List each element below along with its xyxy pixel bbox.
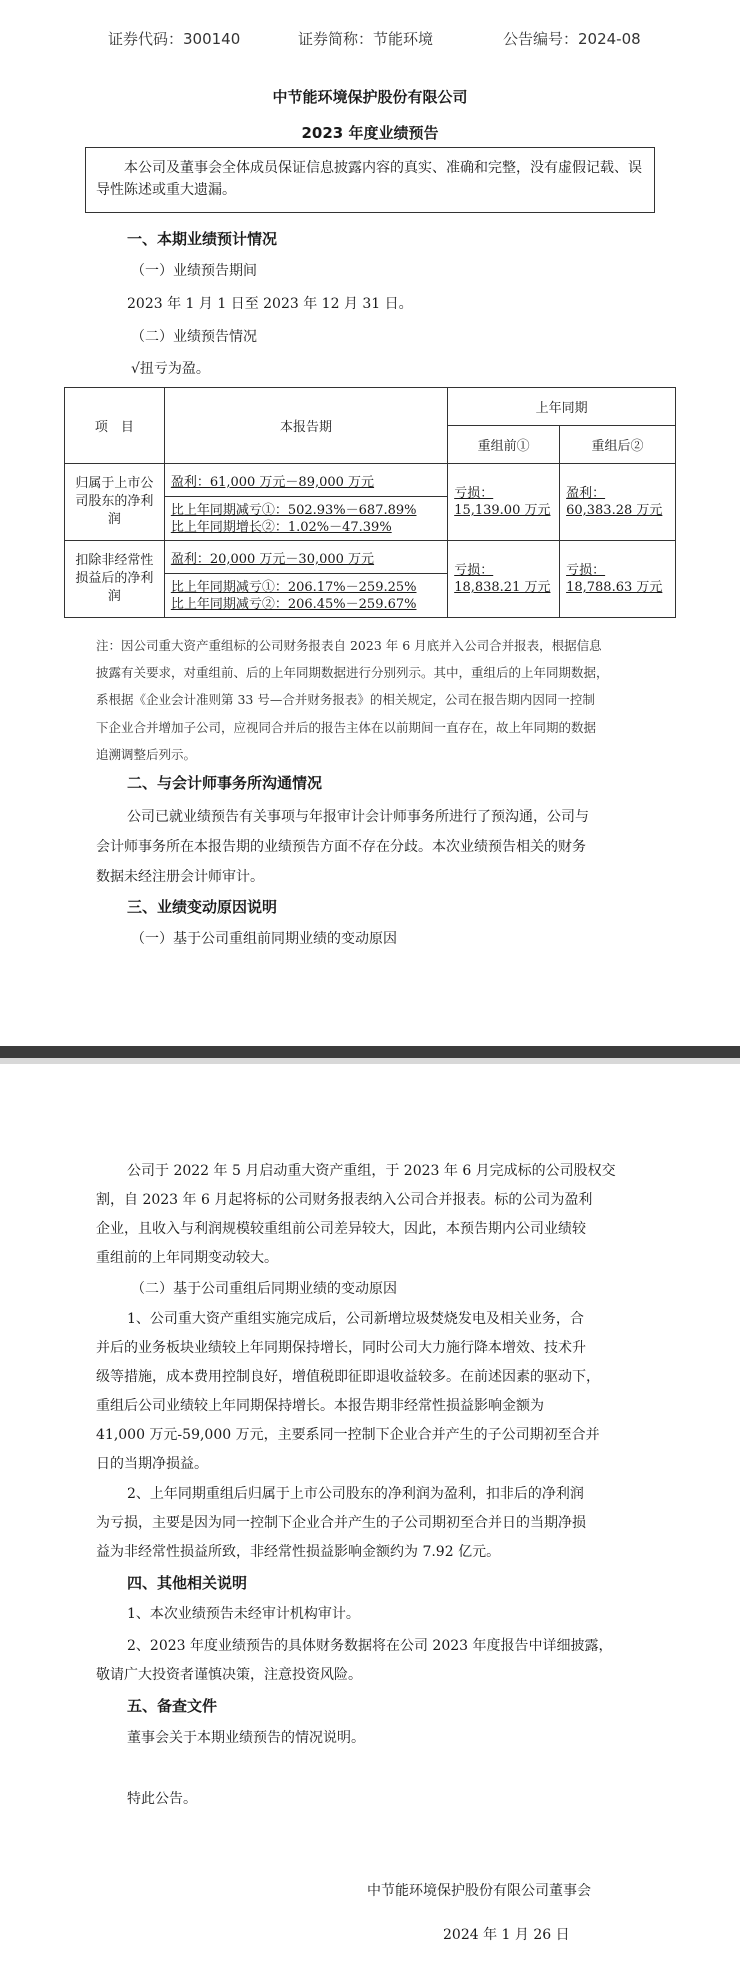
sign-date: 2024 年 1 月 26 日 <box>443 1927 570 1943</box>
company-name: 中节能环境保护股份有限公司 <box>272 88 468 106</box>
s3-p2-line: 41,000 万元-59,000 万元，主要系同一控制下企业合并产生的子公司期初至合并 <box>96 1427 600 1443</box>
header-item: 项 目 <box>65 388 165 464</box>
forecast-period: 2023 年 1 月 1 日至 2023 年 12 月 31 日。 <box>127 296 413 312</box>
s3-p2-line: 重组后公司业绩较上年同期保持增长。本报告期非经常性损益影响金额为 <box>96 1398 544 1414</box>
page-divider <box>0 1046 740 1058</box>
s3-p2-line: 日的当期净损益。 <box>96 1456 208 1472</box>
row1-before: 亏损：15,139.00 万元 <box>448 464 560 541</box>
s3-sub2: （二）基于公司重组后同期业绩的变动原因 <box>131 1281 397 1297</box>
s3-p2-line: 1、公司重大资产重组实施完成后，公司新增垃圾焚烧发电及相关业务，合 <box>127 1311 584 1327</box>
s3-p3-line: 2、上年同期重组后归属于上市公司股东的净利润为盈利，扣非后的净利润 <box>127 1486 584 1502</box>
closing: 特此公告。 <box>127 1791 197 1807</box>
s3-p2-line: 并后的业务板块业绩较上年同期保持增长，同时公司大力施行降本增效、技术升 <box>96 1340 586 1356</box>
row2-after: 亏损：18,788.63 万元 <box>560 541 676 618</box>
notice-number: 公告编号：2024-08 <box>503 30 641 48</box>
s5-line1: 董事会关于本期业绩预告的情况说明。 <box>127 1730 365 1746</box>
row2-before: 亏损：18,838.21 万元 <box>448 541 560 618</box>
row1-label: 归属于上市公司股东的净利润 <box>65 464 165 541</box>
s3-p3-line: 为亏损，主要是因为同一控制下企业合并产生的子公司期初至合并日的当期净损 <box>96 1515 586 1531</box>
signer: 中节能环境保护股份有限公司董事会 <box>367 1883 591 1899</box>
stock-code: 证券代码：300140 <box>108 30 241 48</box>
section-5-title: 五、备查文件 <box>127 1697 218 1715</box>
note-line: 下企业合并增加子公司，应视同合并后的报告主体在以前期间一直存在，故上年同期的数据 <box>96 720 597 735</box>
s3-p2-line: 级等措施，成本费用控制良好，增值税即征即退收益较多。在前述因素的驱动下， <box>96 1369 600 1385</box>
s1-sub2: （二）业绩预告情况 <box>131 329 257 345</box>
section-1-title: 一、本期业绩预计情况 <box>127 230 278 248</box>
row2-profit: 盈利：20,000 万元－30,000 万元 <box>164 541 447 574</box>
s4-line1: 1、本次业绩预告未经审计机构审计。 <box>127 1606 360 1622</box>
s2-line: 数据未经注册会计师审计。 <box>96 869 264 885</box>
header-before: 重组前① <box>448 426 560 464</box>
page-divider-shadow <box>0 1058 740 1064</box>
s3-p1-line: 重组前的上年同期变动较大。 <box>96 1250 278 1266</box>
forecast-table <box>64 387 676 618</box>
section-2-title: 二、与会计师事务所沟通情况 <box>127 774 323 792</box>
row2-cmp2: 比上年同期减亏②：206.45%－259.67% <box>170 596 417 612</box>
note-line: 披露有关要求，对重组前、后的上年同期数据进行分别列示。其中，重组后的上年同期数据， <box>96 665 609 680</box>
header-prev: 上年同期 <box>448 388 676 426</box>
note-line: 系根据《企业会计准则第 33 号—合并财务报表》的相关规定，公司在报告期内因同一控制 <box>96 692 595 707</box>
page-title: 2023 年度业绩预告 <box>301 124 439 142</box>
s2-line: 公司已就业绩预告有关事项与年报审计会计师事务所进行了预沟通，公司与 <box>127 809 589 825</box>
row2-cmp1: 比上年同期减亏①：206.17%－259.25% <box>170 579 417 595</box>
s2-line: 会计师事务所在本报告期的业绩预告方面不存在分歧。本次业绩预告相关的财务 <box>96 839 586 855</box>
stock-short-name: 证券简称：节能环境 <box>298 30 434 48</box>
header-current: 本报告期 <box>164 388 447 464</box>
note-line: 注：因公司重大资产重组标的公司财务报表自 2023 年 6 月底并入公司合并报表，根据信息 <box>96 638 602 653</box>
disclaimer-text: 本公司及董事会全体成员保证信息披露内容的真实、准确和完整，没有虚假记载、误导性陈述或重大遗漏。 <box>96 160 642 198</box>
s3-p1-line: 企业，且收入与利润规模较重组前公司差异较大，因此，本预告期内公司业绩较 <box>96 1221 586 1237</box>
row2-cmp <box>164 574 447 618</box>
s4-line2b: 敬请广大投资者谨慎决策，注意投资风险。 <box>96 1667 362 1683</box>
section-4-title: 四、其他相关说明 <box>127 1574 248 1592</box>
table-row <box>65 541 676 574</box>
section-3-title: 三、业绩变动原因说明 <box>127 898 278 916</box>
row1-cmp1: 比上年同期减亏①：502.93%－687.89% <box>170 502 417 518</box>
s3-p1-line: 割，自 2023 年 6 月起将标的公司财务报表纳入公司合并报表。标的公司为盈利 <box>96 1192 593 1208</box>
row1-cmp2: 比上年同期增长②：1.02%－47.39% <box>170 519 392 535</box>
s3-p1-line: 公司于 2022 年 5 月启动重大资产重组，于 2023 年 6 月完成标的公司股权交 <box>127 1163 616 1179</box>
table-row <box>65 464 676 497</box>
header-after: 重组后② <box>560 426 676 464</box>
row1-profit: 盈利：61,000 万元－89,000 万元 <box>164 464 447 497</box>
row1-after: 盈利：60,383.28 万元 <box>560 464 676 541</box>
row1-cmp <box>164 497 447 541</box>
note-line: 追溯调整后列示。 <box>96 747 197 762</box>
row2-label: 扣除非经常性损益后的净利润 <box>65 541 165 618</box>
forecast-type: √扭亏为盈。 <box>131 361 210 377</box>
disclaimer-box <box>85 147 655 213</box>
table-header-row <box>65 388 676 426</box>
s4-line2a: 2、2023 年度业绩预告的具体财务数据将在公司 2023 年度报告中详细披露， <box>127 1638 613 1654</box>
s3-p3-line: 益为非经常性损益所致，非经常性损益影响金额约为 7.92 亿元。 <box>96 1544 501 1560</box>
s3-sub1: （一）基于公司重组前同期业绩的变动原因 <box>131 931 397 947</box>
s1-sub1: （一）业绩预告期间 <box>131 263 257 279</box>
